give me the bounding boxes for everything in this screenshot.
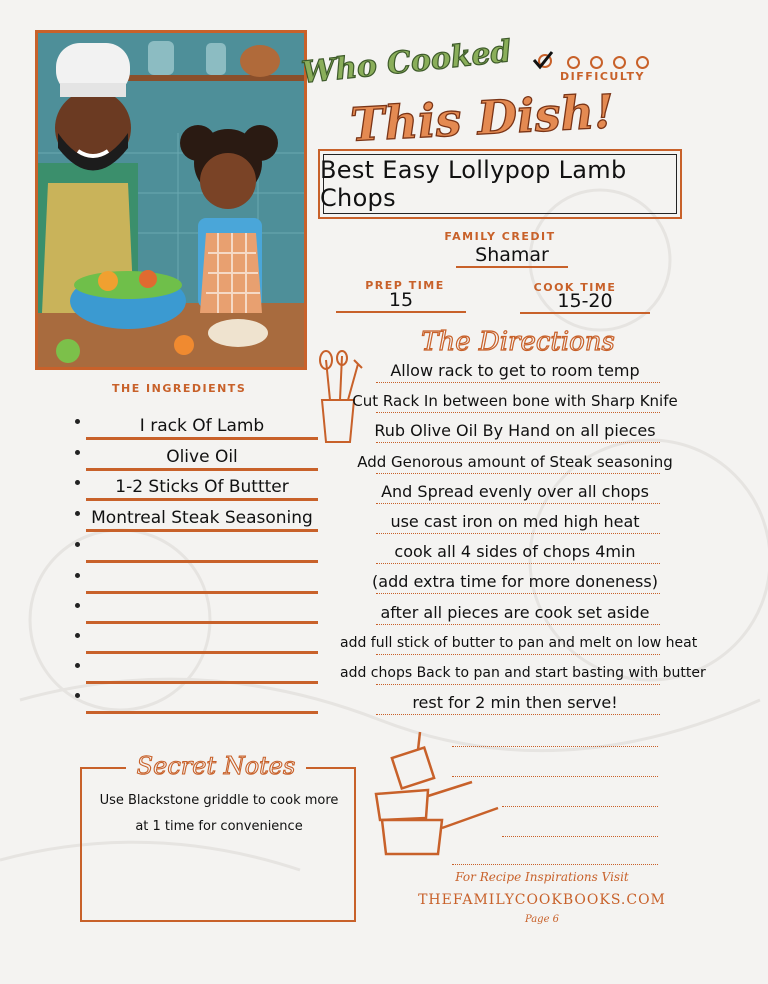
- cook-time-label: COOK TIME: [533, 281, 617, 294]
- direction-line: [376, 684, 660, 685]
- direction-text[interactable]: use cast iron on med high heat: [390, 512, 640, 531]
- cook-time-value[interactable]: 15-20: [520, 290, 650, 314]
- secret-notes-title-text: Secret Notes: [136, 752, 296, 780]
- direction-row: [360, 414, 660, 443]
- bullet-icon: [75, 603, 80, 608]
- direction-text[interactable]: cook all 4 sides of chops 4min: [394, 542, 636, 562]
- secret-notes-line: at 1 time for convenience: [135, 819, 303, 834]
- page-number: Page 6: [524, 914, 560, 925]
- direction-text[interactable]: Rub Olive Oil By Hand on all pieces: [374, 421, 656, 441]
- direction-text[interactable]: Add Genorous amount of Steak seasoning: [357, 452, 673, 471]
- bullet-icon: [75, 573, 80, 578]
- secret-notes-title: [126, 748, 306, 782]
- ingredients-title: THE INGREDIENTS: [112, 382, 247, 395]
- bullet-icon: [75, 633, 80, 638]
- direction-text[interactable]: Cut Rack In between bone with Sharp Knife: [352, 392, 678, 411]
- direction-line: [376, 593, 660, 594]
- recipe-name[interactable]: Best Easy Lollypop Lamb Chops: [320, 156, 627, 212]
- ingredient-line: [86, 560, 318, 563]
- ingredient-row: [72, 564, 318, 594]
- difficulty-circle[interactable]: [636, 56, 649, 69]
- direction-text[interactable]: rest for 2 min then serve!: [412, 693, 618, 713]
- directions-blank-line: [502, 806, 658, 807]
- direction-line: [376, 654, 660, 655]
- family-credit-label: FAMILY CREDIT: [444, 230, 556, 243]
- ingredient-line: [86, 437, 318, 440]
- who-cooked-text: Who Cooked: [299, 34, 514, 91]
- direction-text[interactable]: (add extra time for more doneness): [372, 572, 658, 592]
- secret-notes-line: Use Blackstone griddle to cook more: [99, 793, 339, 808]
- prep-time-value[interactable]: 15: [336, 289, 466, 313]
- direction-line: [376, 382, 660, 383]
- ingredient-text[interactable]: Montreal Steak Seasoning: [91, 508, 313, 528]
- bullet-icon: [75, 480, 80, 485]
- footer-site-link[interactable]: THEFAMILYCOOKBOOKS.COM: [418, 892, 666, 908]
- ingredient-text[interactable]: Olive Oil: [166, 447, 238, 467]
- ingredient-row: [72, 594, 318, 624]
- ingredient-row: [72, 502, 318, 532]
- ingredient-row: [72, 654, 318, 684]
- direction-line: [376, 563, 660, 564]
- direction-row: [352, 384, 678, 413]
- directions-blank-line: [452, 864, 658, 865]
- ingredient-row: [72, 410, 318, 440]
- direction-text[interactable]: add chops Back to pan and start basting with butter: [340, 665, 706, 681]
- difficulty-circle[interactable]: [613, 56, 626, 69]
- direction-line: [376, 624, 660, 625]
- recipe-name-box: [318, 149, 682, 219]
- direction-row: [360, 565, 660, 594]
- direction-line: [376, 503, 660, 504]
- bullet-icon: [75, 419, 80, 424]
- this-dish-text: This Dish!: [348, 84, 616, 152]
- ingredient-row: [72, 533, 318, 563]
- who-cooked-title: [299, 28, 514, 91]
- ingredient-text[interactable]: 1-2 Sticks Of Buttter: [115, 477, 289, 497]
- cooking-illustration: [35, 30, 307, 370]
- ingredient-row: [72, 471, 318, 501]
- direction-row: [357, 445, 673, 474]
- ingredient-row: [72, 441, 318, 471]
- direction-line: [376, 442, 660, 443]
- bullet-icon: [75, 511, 80, 516]
- direction-row: [360, 596, 660, 625]
- difficulty-circle[interactable]: [567, 56, 580, 69]
- direction-row: [360, 475, 660, 504]
- bullet-icon: [75, 450, 80, 455]
- directions-title-text: The Directions: [421, 327, 615, 357]
- checkmark-icon: [532, 50, 554, 72]
- direction-text[interactable]: And Spread evenly over all chops: [381, 481, 649, 501]
- direction-text[interactable]: add full stick of butter to pan and melt on low heat: [340, 634, 698, 651]
- directions-title: [418, 322, 618, 356]
- bullet-icon: [75, 663, 80, 668]
- direction-row: [360, 505, 660, 534]
- family-credit-value[interactable]: Shamar: [456, 244, 568, 268]
- direction-line: [376, 714, 660, 715]
- bullet-icon: [75, 542, 80, 547]
- cookware-icon: [362, 730, 502, 860]
- ingredient-line: [86, 498, 318, 501]
- secret-notes-text[interactable]: [86, 788, 352, 840]
- direction-row: [360, 535, 660, 564]
- prep-time-label: PREP TIME: [365, 279, 445, 292]
- ingredient-text[interactable]: I rack Of Lamb: [139, 416, 265, 436]
- direction-row: [340, 656, 706, 685]
- difficulty-label: DIFFICULTY: [560, 70, 646, 83]
- ingredient-line: [86, 711, 318, 714]
- direction-text[interactable]: Allow rack to get to room temp: [390, 361, 640, 380]
- direction-text[interactable]: after all pieces are cook set aside: [380, 602, 650, 622]
- ingredient-line: [86, 529, 318, 532]
- direction-line: [376, 412, 660, 413]
- ingredient-row: [72, 684, 318, 714]
- this-dish-title: [348, 80, 616, 152]
- difficulty-circle[interactable]: [590, 56, 603, 69]
- bullet-icon: [75, 693, 80, 698]
- direction-line: [376, 473, 660, 474]
- direction-row: [340, 626, 698, 655]
- direction-line: [376, 533, 660, 534]
- direction-row: [360, 354, 660, 383]
- directions-blank-line: [502, 836, 658, 837]
- ingredient-row: [72, 624, 318, 654]
- direction-row: [360, 686, 660, 715]
- footer-inspiration: For Recipe Inspirations Visit: [455, 870, 629, 884]
